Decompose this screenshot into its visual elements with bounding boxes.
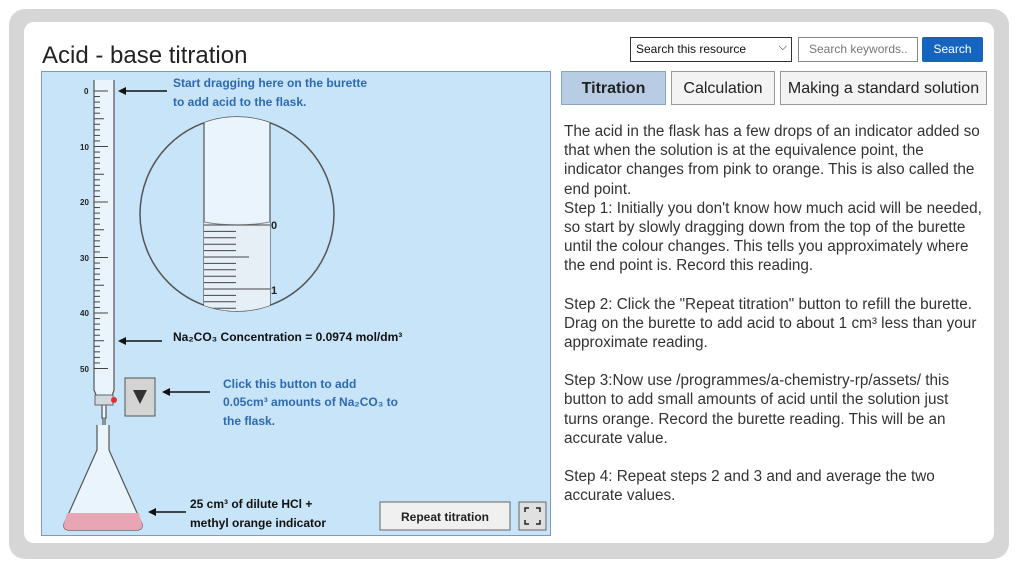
instruction-step3: Step 3:Now use /programmes/a-chemistry-rp/assets/ this button to add small amounts of acid until the solution just turns orange. Record the burette reading. This will be an accurate value. [564, 372, 950, 447]
flask-solution [64, 513, 142, 530]
magnifier-tick-label: 1 [271, 285, 278, 297]
burette[interactable] [94, 80, 117, 444]
search-scope-value: Search this resource [636, 42, 747, 56]
flask-note-line2: methyl orange indicator [190, 516, 327, 530]
add-note-line1: Click this button to add [223, 377, 357, 391]
instructions-panel [564, 122, 984, 505]
concentration-label: Na₂CO₃ Concentration = 0.0974 mol/dm³ [173, 330, 403, 344]
drag-note-line2: to add acid to the flask. [173, 95, 307, 109]
instruction-step1: Step 1: Initially you don't know how much acid will be needed, so start by slowly dragging down from the top of the burette until the colour changes. This tells you approximately where the end point is. Record this reading. [564, 199, 982, 275]
instruction-paragraph: The acid in the flask has a few drops of an indicator added so that when the solution is at the equivalence point, the indicator changes from pink to orange. This is also called the end point. [564, 123, 980, 198]
arrow-head-icon [118, 87, 126, 95]
burette-tick-label: 40 [80, 309, 89, 318]
drag-note-line1: Start dragging here on the burette [173, 76, 368, 90]
burette-tick-label: 10 [80, 143, 89, 152]
burette-tick-label: 30 [80, 254, 89, 263]
tab-making-standard-solution[interactable]: Making a standard solution [780, 71, 987, 105]
repeat-titration-label: Repeat titration [400, 510, 490, 524]
burette-tap [95, 395, 113, 405]
burette-magnifier [140, 112, 334, 322]
arrow-head-icon [148, 508, 156, 516]
burette-tick-label: 50 [80, 365, 89, 374]
arrow-head-icon [162, 388, 170, 396]
tab-calculation[interactable]: Calculation [671, 71, 775, 105]
titration-simulation [41, 71, 551, 536]
search-button[interactable]: Search [922, 37, 983, 62]
flask-note-line1: 25 cm³ of dilute HCl + [190, 497, 313, 511]
magnifier-tick-label: 0 [271, 220, 278, 232]
fullscreen-button[interactable] [519, 502, 546, 530]
add-note-line3: the flask. [223, 414, 276, 428]
search-input[interactable]: Search keywords.. [798, 37, 918, 62]
add-drop-button[interactable] [125, 378, 155, 416]
arrow-head-icon [118, 337, 126, 345]
conical-flask [64, 425, 142, 530]
tab-titration[interactable]: Titration [561, 71, 666, 105]
instruction-step2: Step 2: Click the "Repeat titration" button to refill the burette. Drag on the burette to add acid to about 1 cm³ less than your approximate reading. [564, 295, 977, 352]
page-title: Acid - base titration [42, 42, 248, 69]
add-note-line2: 0.05cm³ amounts of Na₂CO₃ to [223, 395, 398, 409]
simulation-canvas [42, 72, 550, 535]
burette-tick-label: 0 [84, 87, 89, 96]
chevron-down-icon: ⌵ [778, 41, 787, 53]
tap-knob [111, 397, 117, 403]
burette-tick-label: 20 [80, 198, 89, 207]
instruction-step4: Step 4: Repeat steps 2 and 3 and and average the two accurate values. [564, 468, 935, 505]
repeat-titration-button[interactable] [380, 502, 510, 530]
search-scope-select[interactable] [630, 37, 792, 62]
